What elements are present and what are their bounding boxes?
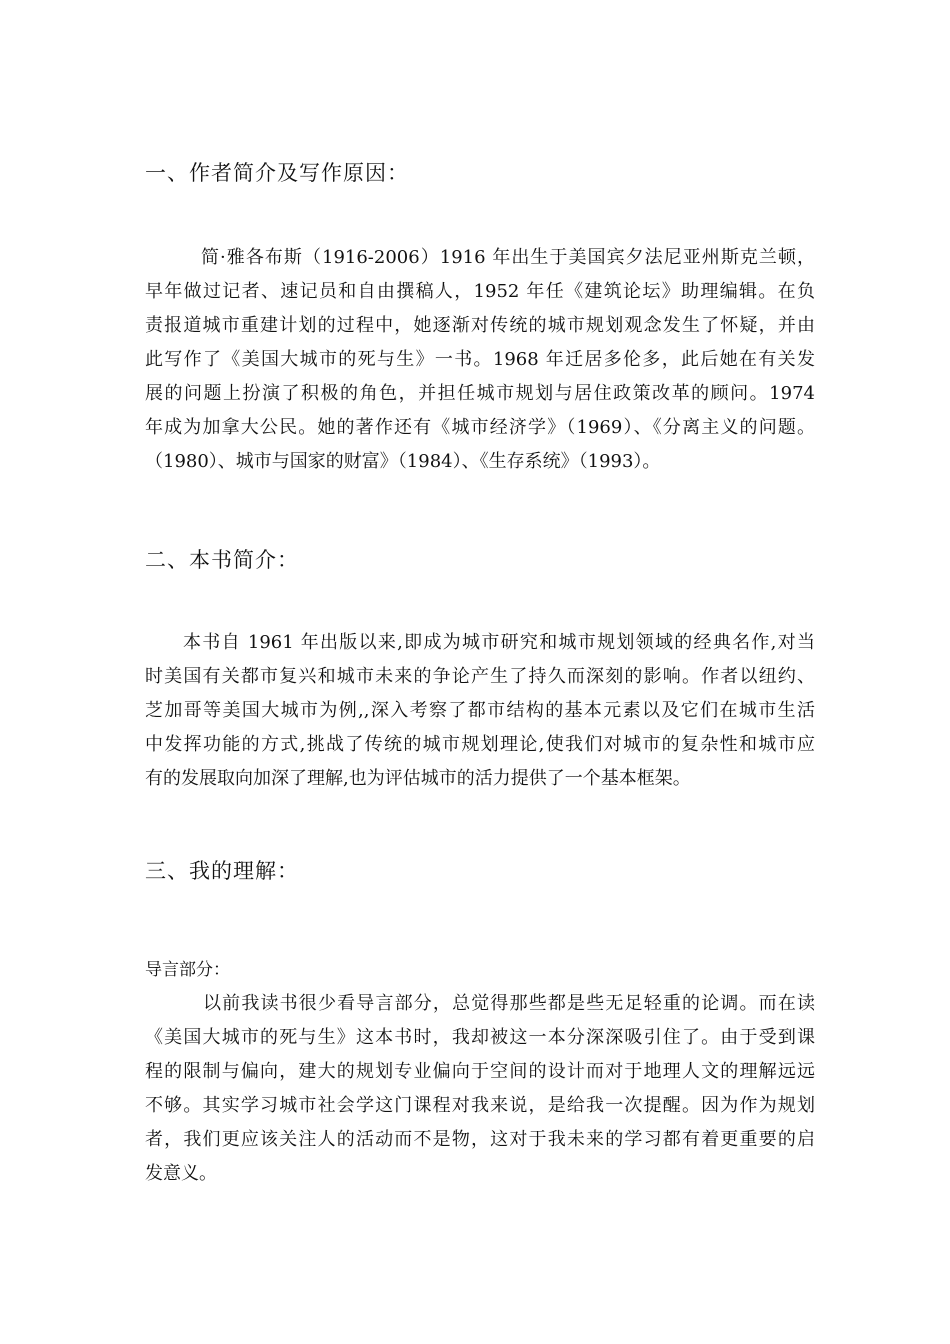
section-heading-understanding: 三、我的理解： xyxy=(145,859,299,883)
paragraph-author xyxy=(145,241,815,479)
paragraph-line: 时美国有关都市复兴和城市未来的争论产生了持久而深刻的影响。作者以纽约、 xyxy=(145,666,815,687)
paragraph-line: 程的限制与偏向，建大的规划专业偏向于空间的设计而对于地理人文的理解远远 xyxy=(145,1061,815,1082)
paragraph-line: 本书自 1961 年出版以来,即成为城市研究和城市规划领域的经典名作,对当 xyxy=(183,632,815,653)
paragraph-line: 责报道城市重建计划的过程中，她逐渐对传统的城市规划观念发生了怀疑，并由 xyxy=(145,315,815,336)
paragraph-line: 《美国大城市的死与生》这本书时，我却被这一本分深深吸引住了。由于受到课 xyxy=(145,1027,815,1048)
section-heading-book: 二、本书简介： xyxy=(145,548,299,572)
paragraph-line: 芝加哥等美国大城市为例,,深入考察了都市结构的基本元素以及它们在城市生活 xyxy=(145,700,815,721)
paragraph-line: 者，我们更应该关注人的活动而不是物，这对于我未来的学习都有着更重要的启 xyxy=(145,1129,815,1150)
paragraph-line: 不够。其实学习城市社会学这门课程对我来说，是给我一次提醒。因为作为规划 xyxy=(145,1095,815,1116)
paragraph-line: 中发挥功能的方式,挑战了传统的城市规划理论,使我们对城市的复杂性和城市应 xyxy=(145,734,815,755)
paragraph-book xyxy=(145,626,815,796)
paragraph-line: 有的发展取向加深了理解,也为评估城市的活力提供了一个基本框架。 xyxy=(145,768,691,789)
paragraph-line: 年成为加拿大公民。她的著作还有《城市经济学》（1969）、《分离主义的问题。 xyxy=(145,417,815,438)
section-heading-author: 一、作者简介及写作原因： xyxy=(145,161,409,185)
paragraph-line: 展的问题上扮演了积极的角色，并担任城市规划与居住政策改革的顾问。1974 xyxy=(145,383,815,404)
paragraph-line: 早年做过记者、速记员和自由撰稿人，1952 年任《建筑论坛》助理编辑。在负 xyxy=(145,281,815,302)
paragraph-understanding xyxy=(145,987,815,1191)
paragraph-line: 此写作了《美国大城市的死与生》一书。1968 年迁居多伦多，此后她在有关发 xyxy=(145,349,815,370)
sublabel-introduction: 导言部分： xyxy=(145,960,230,980)
paragraph-line: （1980）、城市与国家的财富》（1984）、《生存系统》（1993）。 xyxy=(145,451,661,472)
paragraph-line: 简·雅各布斯（1916-2006）1916 年出生于美国宾夕法尼亚州斯克兰顿， xyxy=(201,247,815,268)
paragraph-line: 以前我读书很少看导言部分，总觉得那些都是些无足轻重的论调。而在读 xyxy=(203,993,815,1014)
paragraph-line: 发意义。 xyxy=(145,1163,217,1184)
